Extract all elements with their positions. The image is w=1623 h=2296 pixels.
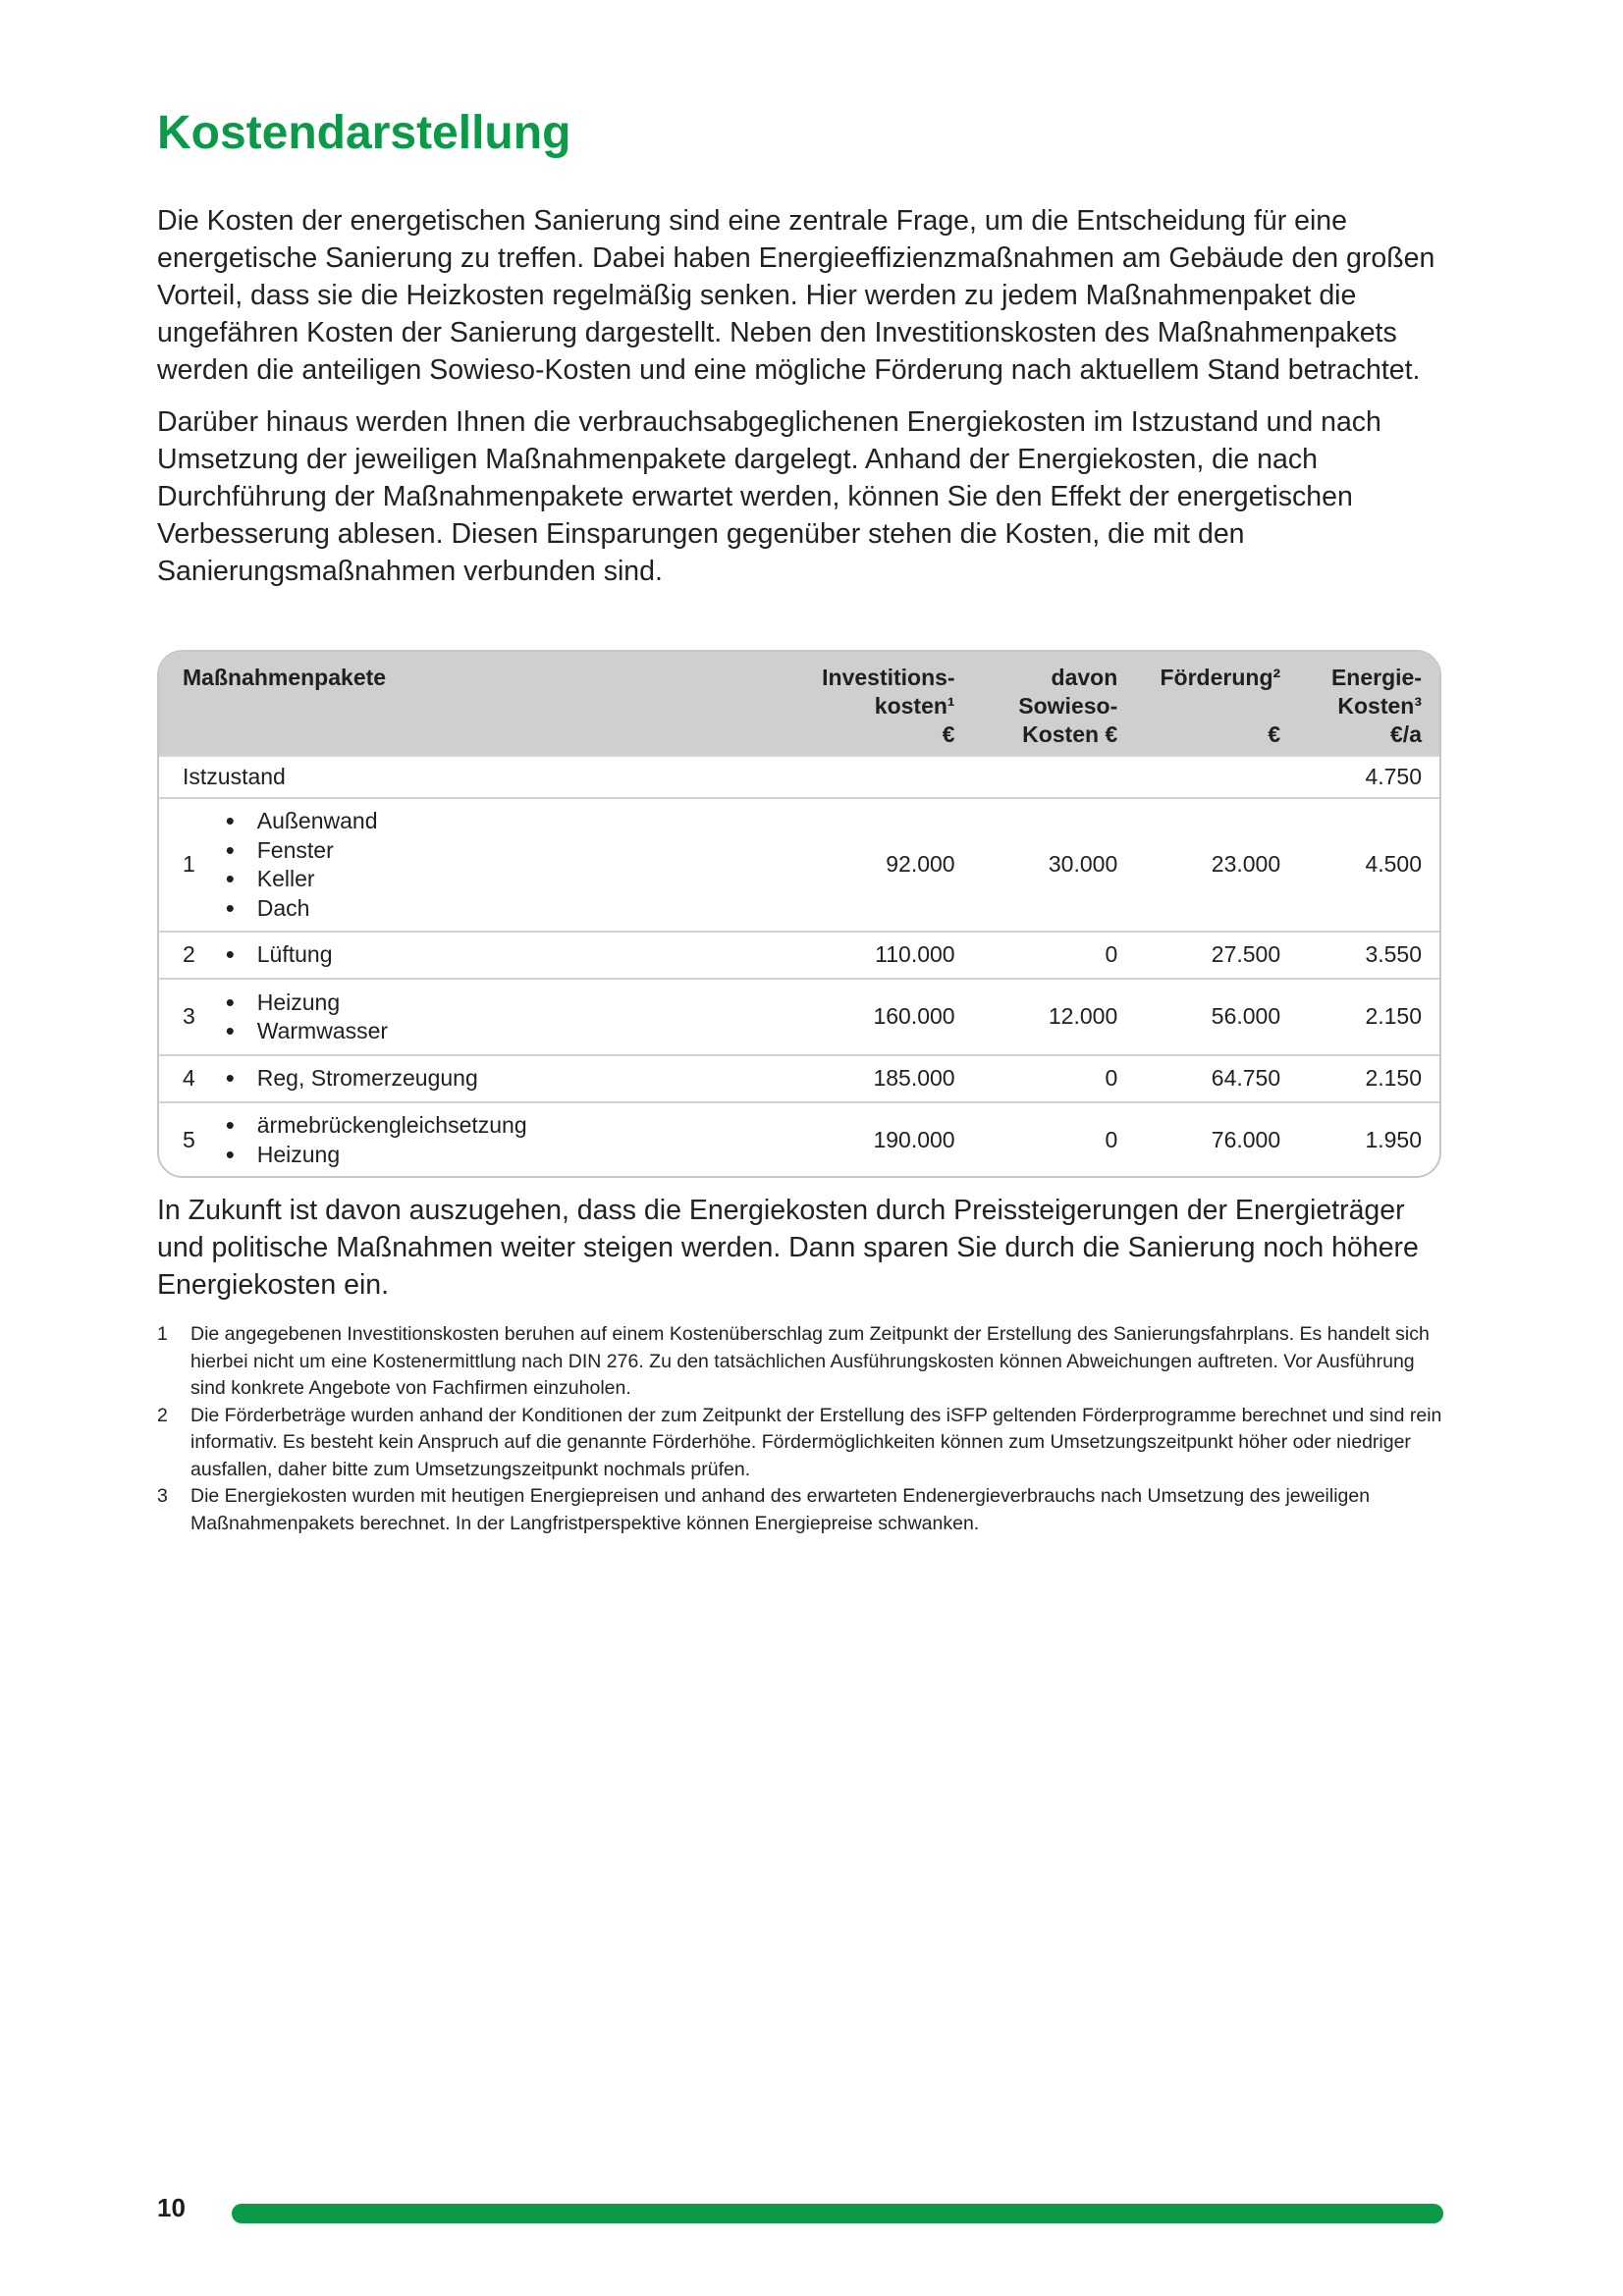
list-item: • Fenster (226, 836, 739, 866)
table-row (159, 932, 1439, 979)
header-massnahmenpakete: Maßnahmenpakete (159, 652, 757, 756)
footnote-3 (157, 1483, 1445, 1537)
investitionskosten-value: 92.000 (757, 798, 972, 932)
investitionskosten-value: 110.000 (757, 932, 972, 979)
package-number: 2 (159, 932, 216, 979)
footnote-2 (157, 1403, 1445, 1484)
sowieso-kosten-value: 0 (973, 1102, 1136, 1177)
foerderung-value: 64.750 (1135, 1055, 1298, 1102)
page-title: Kostendarstellung (157, 107, 571, 159)
investitionskosten-value: 160.000 (757, 979, 972, 1055)
istzustand-label: Istzustand (159, 756, 757, 798)
package-measures (216, 1102, 757, 1177)
header-sowieso-kosten: davon Sowieso- Kosten € (973, 652, 1136, 756)
sowieso-kosten-value: 0 (973, 932, 1136, 979)
foerderung-value: 76.000 (1135, 1102, 1298, 1177)
footnote-text: Die Förderbeträge wurden anhand der Konditionen der zum Zeitpunkt der Erstellung des iSFP geltenden Förderprogramme berechnet und sind rein informativ. Es besteht kein Anspruch auf die genannte Förderhöhe. Fördermöglichkeiten können zum Umsetzungszeitpunkt höher oder niedriger ausfallen, daher bitte zum Umsetzungszeitpunkt nochmals prüfen. (190, 1404, 1442, 1480)
package-measures (216, 932, 757, 979)
list-item: • Dach (226, 894, 739, 924)
sowieso-kosten-value: 0 (973, 1055, 1136, 1102)
list-item: • Reg, Stromerzeugung (226, 1064, 739, 1094)
list-item: • Warmwasser (226, 1017, 739, 1046)
package-number: 4 (159, 1055, 216, 1102)
footnote-number: 1 (157, 1323, 168, 1345)
foerderung-value: 23.000 (1135, 798, 1298, 932)
cost-table-container (157, 650, 1441, 1178)
header-energiekosten: Energie- Kosten³ €/a (1298, 652, 1439, 756)
energiekosten-value: 2.150 (1298, 979, 1439, 1055)
table-row (159, 798, 1439, 932)
istzustand-energiekosten: 4.750 (1298, 756, 1439, 798)
package-number: 3 (159, 979, 216, 1055)
intro-paragraph-1: Die Kosten der energetischen Sanierung sind eine zentrale Frage, um die Entscheidung für eine energetische Sanierung zu treffen. Dabei haben Energieeffizienzmaßnahmen am Gebäude den großen Vorteil, dass sie die Heizkosten regelmäßig senken. Hier werden zu jedem Maßnahmenpaket die ungefähren Kosten der Sanierung dargestellt. Neben den Investitionskosten des Maßnahmenpakets werden die anteiligen Sowieso-Kosten und eine mögliche Förderung nach aktuellem Stand betrachtet. (157, 205, 1435, 386)
table-row (159, 1102, 1439, 1177)
package-measures (216, 798, 757, 932)
energiekosten-value: 3.550 (1298, 932, 1439, 979)
footnote-number: 3 (157, 1485, 168, 1507)
footnotes (157, 1321, 1445, 1537)
package-measures (216, 979, 757, 1055)
page-number: 10 (157, 2193, 186, 2222)
energiekosten-value: 4.500 (1298, 798, 1439, 932)
package-measures (216, 1055, 757, 1102)
energiekosten-value: 2.150 (1298, 1055, 1439, 1102)
table-row (159, 979, 1439, 1055)
sowieso-kosten-value: 12.000 (973, 979, 1136, 1055)
footer-accent-bar (232, 2204, 1443, 2223)
foerderung-value: 56.000 (1135, 979, 1298, 1055)
energiekosten-value: 1.950 (1298, 1102, 1439, 1177)
intro-text (157, 202, 1445, 605)
list-item: • Heizung (226, 1141, 739, 1170)
header-foerderung: Förderung² € (1135, 652, 1298, 756)
table-row-istzustand (159, 756, 1439, 798)
list-item: • Heizung (226, 988, 739, 1018)
list-item: • ärmebrückengleichsetzung (226, 1111, 739, 1141)
package-number: 1 (159, 798, 216, 932)
table-row (159, 1055, 1439, 1102)
sowieso-kosten-value: 30.000 (973, 798, 1136, 932)
footnote-number: 2 (157, 1404, 168, 1426)
header-investitionskosten: Investitions- kosten¹ € (757, 652, 972, 756)
footnote-1 (157, 1321, 1445, 1403)
investitionskosten-value: 185.000 (757, 1055, 972, 1102)
footnote-text: Die angegebenen Investitionskosten beruhen auf einem Kostenüberschlag zum Zeitpunkt der Erstellung des Sanierungsfahrplans. Es handelt sich hierbei nicht um eine Kostenermittlung nach DIN 276. Zu den tatsächlichen Ausführungskosten können Abweichungen auftreten. Vor Ausführung sind konkrete Angebote von Fachfirmen einzuholen. (190, 1323, 1430, 1399)
intro-paragraph-2: Darüber hinaus werden Ihnen die verbrauchsabgeglichenen Energiekosten im Istzustand und nach Umsetzung der jeweiligen Maßnahmenpakete dargelegt. Anhand der Energiekosten, die nach Durchführung der Maßnahmenpakete erwartet werden, können Sie den Effekt der energetischen Verbesserung ablesen. Diesen Einsparungen gegenüber stehen die Kosten, die mit den Sanierungsmaßnahmen verbunden sind. (157, 406, 1381, 587)
table-header-row (159, 652, 1439, 756)
foerderung-value: 27.500 (1135, 932, 1298, 979)
list-item: • Außenwand (226, 807, 739, 836)
outlook-paragraph: In Zukunft ist davon auszugehen, dass die Energiekosten durch Preissteigerungen der Energieträger und politische Maßnahmen weiter steigen werden. Dann sparen Sie durch die Sanierung noch höhere Energiekosten ein. (157, 1195, 1419, 1301)
package-number: 5 (159, 1102, 216, 1177)
investitionskosten-value: 190.000 (757, 1102, 972, 1177)
list-item: • Keller (226, 865, 739, 894)
footnote-text: Die Energiekosten wurden mit heutigen Energiepreisen und anhand des erwarteten Endenergieverbrauchs nach Umsetzung des jeweiligen Maßnahmenpakets berechnet. In der Langfristperspektive können Energiepreise schwanken. (190, 1485, 1371, 1534)
list-item: • Lüftung (226, 940, 739, 970)
cost-table (159, 652, 1439, 1177)
